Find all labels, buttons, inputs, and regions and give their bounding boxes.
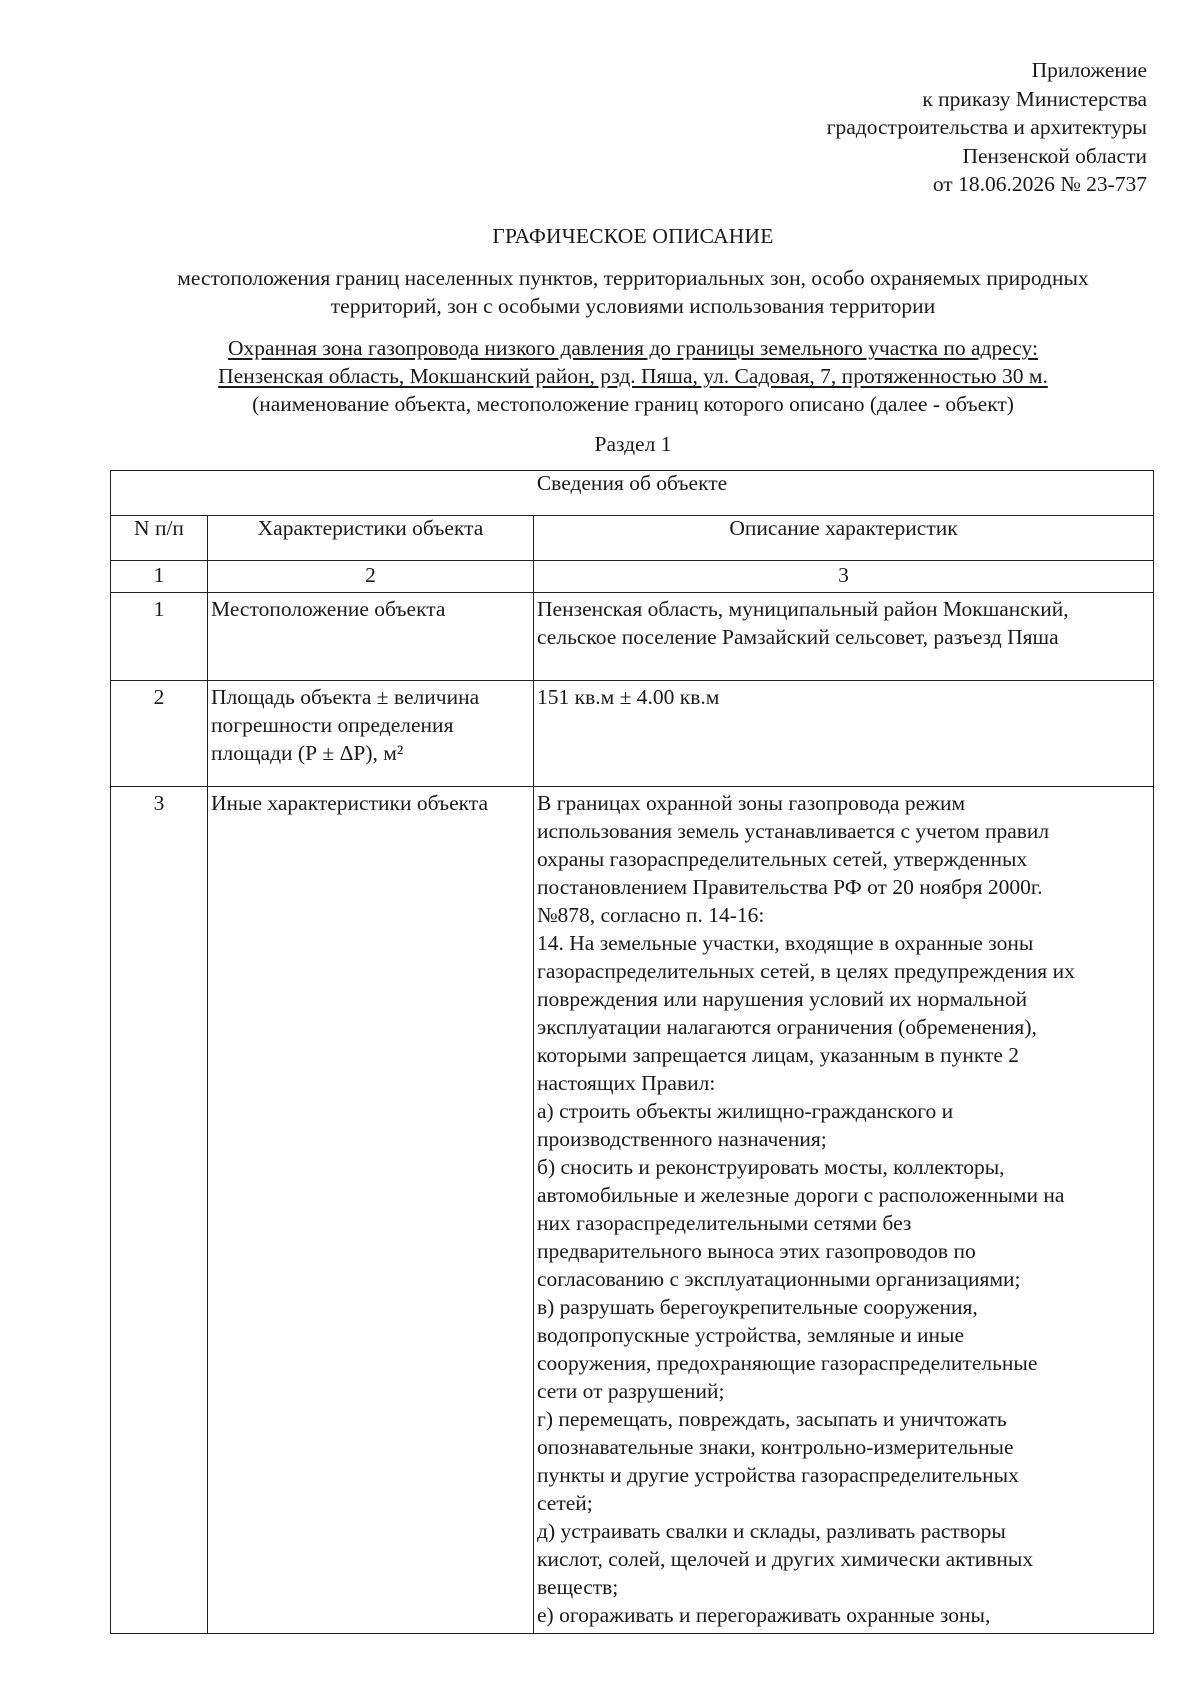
description-line: газораспределительных сетей, в целях предупреждения их <box>537 959 1075 983</box>
description-line: согласованию с эксплуатационными организациями; <box>537 1267 1021 1291</box>
description-line: сетей; <box>537 1491 593 1515</box>
object-name-line: Пензенская область, Мокшанский район, рзд. Пяша, ул. Садовая, 7, протяженностью 30 м. <box>218 364 1048 388</box>
description-line: сооружения, предохраняющие газораспределительные <box>537 1351 1038 1375</box>
description-line: предварительного выноса этих газопроводов по <box>537 1239 976 1263</box>
appendix-header <box>647 56 1147 199</box>
table-row <box>111 593 1154 681</box>
column-number: 3 <box>534 561 1154 593</box>
appendix-line: Пензенской области <box>962 143 1147 168</box>
section-label: Раздел 1 <box>594 432 672 456</box>
appendix-line: Приложение <box>1031 58 1147 82</box>
appendix-line: к приказу Министерства <box>922 86 1147 111</box>
object-caption: (наименование объекта, местоположение границ которого описано (далее - объект) <box>252 392 1014 416</box>
description-line: сельское поселение Рамзайский сельсовет, разъезд Пяша <box>537 625 1059 649</box>
description-line: них газораспределительными сетями без <box>537 1211 912 1235</box>
description-line: пункты и другие устройства газораспределительных <box>537 1463 1019 1487</box>
description-line: е) огораживать и перегораживать охранные зоны, <box>537 1603 991 1627</box>
description-line: эксплуатации налагаются ограничения (обременения), <box>537 1015 1037 1039</box>
description-line: г) перемещать, повреждать, засыпать и уничтожать <box>537 1407 1007 1431</box>
row-description <box>534 787 1154 1634</box>
description-line: охраны газораспределительных сетей, утвержденных <box>537 847 1028 871</box>
description-line: 14. На земельные участки, входящие в охранные зоны <box>537 931 1034 955</box>
description-line: настоящих Правил: <box>537 1071 716 1095</box>
row-name-line: Площадь объекта ± величина <box>211 685 480 709</box>
row-number: 1 <box>111 593 208 681</box>
description-line: производственного назначения; <box>537 1127 827 1151</box>
description-line: водопропускные устройства, земляные и иные <box>537 1323 965 1347</box>
description-line: автомобильные и железные дороги с расположенными на <box>537 1183 1065 1207</box>
description-line: которыми запрещается лицам, указанным в пункте 2 <box>537 1043 1020 1067</box>
object-name <box>100 334 1166 390</box>
description-line: Пензенская область, муниципальный район Мокшанский, <box>537 597 1069 621</box>
row-number: 2 <box>111 681 208 787</box>
object-info-table <box>110 470 1154 1634</box>
description-line: кислот, солей, щелочей и других химически активных <box>537 1547 1034 1571</box>
header-characteristics: Характеристики объекта <box>208 516 534 561</box>
column-number: 2 <box>208 561 534 593</box>
row-name: Местоположение объекта <box>208 593 534 681</box>
column-number: 1 <box>111 561 208 593</box>
row-description <box>534 593 1154 681</box>
row-number: 3 <box>111 787 208 1634</box>
description-line: в) разрушать берегоукрепительные сооружения, <box>537 1295 978 1319</box>
row-name-line: погрешности определения <box>211 713 454 737</box>
row-name: Иные характеристики объекта <box>208 787 534 1634</box>
description-line: д) устраивать свалки и склады, разливать растворы <box>537 1519 1006 1543</box>
description-line: В границах охранной зоны газопровода режим <box>537 791 966 815</box>
table-row <box>111 787 1154 1634</box>
description-line: веществ; <box>537 1575 619 1599</box>
appendix-line: градостроительства и архитектуры <box>826 115 1147 139</box>
document-subtitle <box>100 264 1166 320</box>
row-name-line: площади (Р ± ΔР), м² <box>211 741 404 765</box>
description-line: использования земель устанавливается с учетом правил <box>537 819 1050 843</box>
description-line: №878, согласно п. 14-16: <box>537 903 765 927</box>
table-caption: Сведения об объекте <box>111 471 1154 516</box>
description-line: постановлением Правительства РФ от 20 ноября 2000г. <box>537 875 1043 899</box>
subtitle-line: территорий, зон с особыми условиями использования территории <box>330 294 936 318</box>
table-column-numbers-row <box>111 561 1154 593</box>
subtitle-line: местоположения границ населенных пунктов, территориальных зон, особо охраняемых природных <box>177 266 1089 290</box>
description-line: 151 кв.м ± 4.00 кв.м <box>537 685 720 709</box>
table-row <box>111 681 1154 787</box>
header-number: N п/п <box>111 516 208 561</box>
header-description: Описание характеристик <box>534 516 1154 561</box>
object-name-line: Охранная зона газопровода низкого давления до границы земельного участка по адресу: <box>228 336 1038 360</box>
table-caption-row <box>111 471 1154 516</box>
description-line: опознавательные знаки, контрольно-измерительные <box>537 1435 1014 1459</box>
description-line: а) строить объекты жилищно-гражданского и <box>537 1099 954 1123</box>
document-title: ГРАФИЧЕСКОЕ ОПИСАНИЕ <box>492 224 774 248</box>
description-line: повреждения или нарушения условий их нормальной <box>537 987 1028 1011</box>
description-line: б) сносить и реконструировать мосты, коллекторы, <box>537 1155 1005 1179</box>
row-name <box>208 681 534 787</box>
description-line: сети от разрушений; <box>537 1379 725 1403</box>
appendix-line: от 18.06.2026 № 23-737 <box>932 172 1147 196</box>
table-header-row <box>111 516 1154 561</box>
row-description <box>534 681 1154 787</box>
